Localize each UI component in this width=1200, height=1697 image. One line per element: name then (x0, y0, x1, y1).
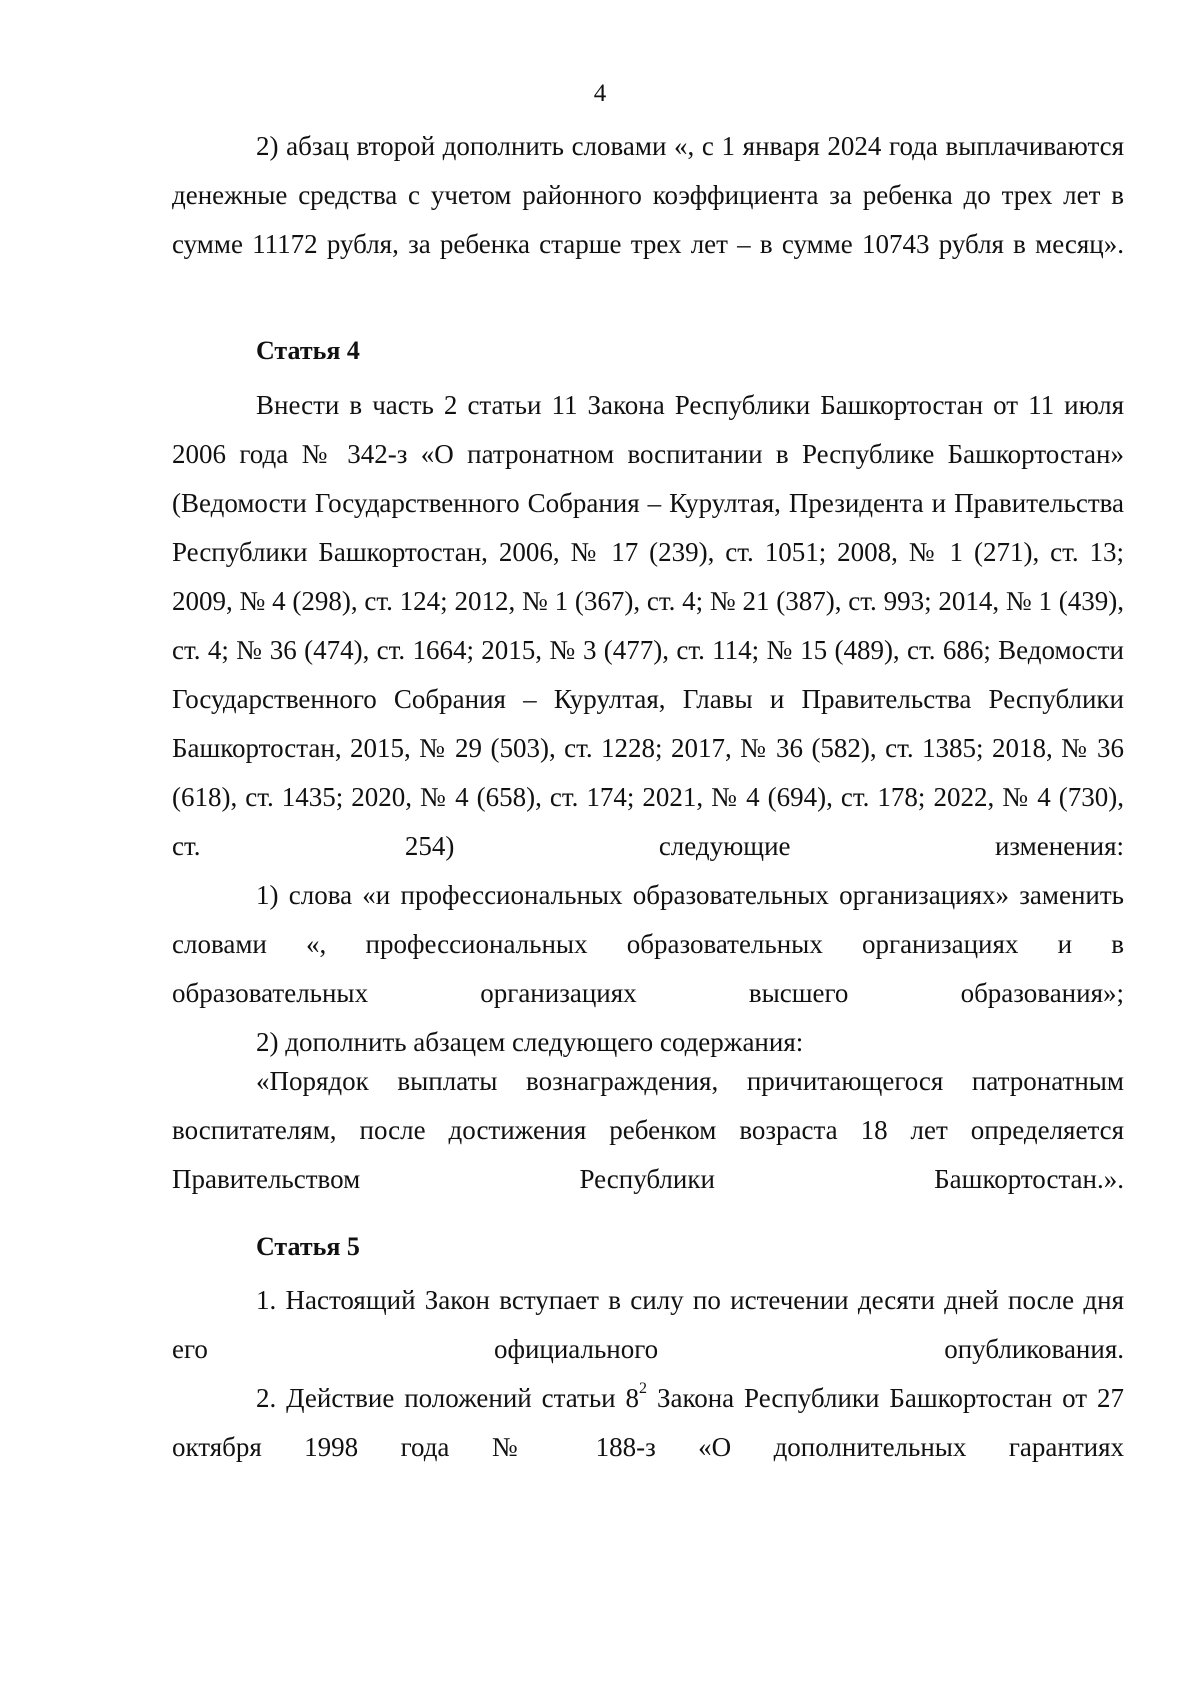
page-number: 4 (593, 80, 607, 107)
article-5-heading: Статья 5 (256, 1232, 360, 1261)
article-4-intro-paragraph: Внести в часть 2 статьи 11 Закона Республики Башкортостан от 11 июля 2006 года № 342-з «О патронатном воспитании в Республике Башкортостан» (Ведомости Государственного Собрания – Курултая, Президента и Правительства Республики Башкортостан, 2006, № 17 (239), ст. 1051; 2008, № 1 (271), ст. 13; 2009, № 4 (298), ст. 124; 2012, № 1 (367), ст. 4; № 21 (387), ст. 993; 2014, № 1 (439), ст. 4; № 36 (474), ст. 1664; 2015, № 3 (477), ст. 114; № 15 (489), ст. 686; Ведомости Государственного Собрания – Курултая, Главы и Правительства Республики Башкортостан, 2015, № 29 (503), ст. 1228; 2017, № 36 (582), ст. 1385; 2018, № 36 (618), ст. 1435; 2020, № 4 (658), ст. 174; 2021, № 4 (694), ст. 178; 2022, № 4 (730), ст. 254) следующие изменения: (172, 390, 1124, 861)
article-5-item-1: 1. Настоящий Закон вступает в силу по истечении десяти дней после дня его официального опубликования. (172, 1285, 1124, 1364)
article-5-item-2-text-b: Закона Республики Башкортостан от 27 октября 1998 года № 188-з «О дополнительных гарантиях (172, 1383, 1124, 1462)
article-5-item-2 (172, 1374, 1124, 1472)
article-5-item-2-text-a: 2. Действие положений статьи 8 (256, 1383, 640, 1413)
paragraph-amendment-2: 2) абзац второй дополнить словами «, с 1 января 2024 года выплачиваются денежные средства с учетом районного коэффициента за ребенка до трех лет в сумме 11172 рубля, за ребенка старше трех лет – в сумме 10743 рубля в месяц». (172, 131, 1124, 259)
article-4-item-2: 2) дополнить абзацем следующего содержания: (256, 1027, 804, 1057)
article-4-quoted-paragraph: «Порядок выплаты вознаграждения, причитающегося патронатным воспитателям, после достижения ребенком возраста 18 лет определяется Правительством Республики Башкортостан.». (172, 1066, 1124, 1194)
article-4-heading: Статья 4 (256, 336, 360, 365)
article-4-item-1: 1) слова «и профессиональных образовательных организациях» заменить словами «, профессиональных образовательных организациях и в образовательных организациях высшего образования»; (172, 880, 1124, 1008)
article-number-superscript: 2 (639, 1380, 648, 1397)
